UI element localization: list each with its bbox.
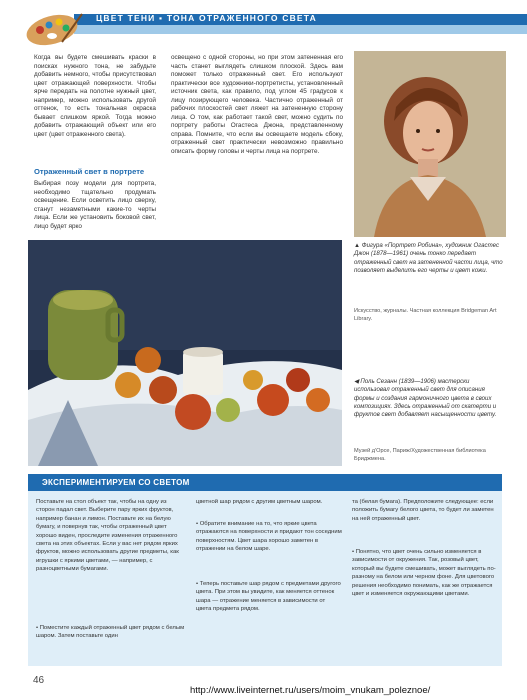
experiment-col3-bullet: • Понятно, что цвет очень сильно изменяется в зависимости от окружения. Так, розовый цвет, который вы будете смешивать, может выглядеть по-разному на белом или черном фоне. Для цветового решения необходимо понимать, как же отражается цвет и изменяется окружающими цветами. [352, 549, 496, 598]
experiment-col2: цветной шар рядом с другим цветным шаром. [196, 499, 323, 505]
experiment-col2-bullet-1: • Обратите внимание на то, что яркие цвета отражаются на поверхности и придают тон соседним поверхностям. Цвет шара хорошо заметен в отражении на белом шаре. [196, 521, 342, 553]
experiment-col1-bullet: • Поместите каждый отраженный цвет рядом с белым шаром. Затем поставьте один [36, 625, 185, 640]
portrait-source: Искусство, журналы. Частная коллекция Bridgeman Art Library. [354, 308, 497, 322]
subheading-reflected-light: Отраженный свет в портрете [34, 167, 145, 176]
footer-url[interactable]: http://www.liveinternet.ru/users/moim_vnukam_poleznoe/ [190, 685, 431, 696]
still-life-painting [28, 240, 342, 466]
col1-paragraph-1: Когда вы будете смешивать краски в поисках нужного тона, не забудьте добавить немного, чтобы присутствовал цвет отражающей поверхности. Чтобы ярче передать на полотне нужный цвет, например, можно использовать другой оттенок, то есть тональная окраска бывает слишком яркой. Тогда можно добавить отражающий объект или его цвет (цвет отраженного света). [34, 54, 156, 138]
still-life-caption: ◀ Поль Сезанн (1839—1906) мастерски использовал отраженный свет для описания формы и создания гармоничного цвета в своих композициях. Здесь отраженный от скатерти и фруктов свет добавляет насыщенности цвету. [354, 378, 497, 419]
portrait-painting [354, 51, 506, 237]
page-number: 46 [33, 675, 45, 686]
portrait-caption: ▲ Фигура «Портрет Робина», художник Огастес Джон (1878—1961) очень тонко передает отраженный свет на затененной части лица, что позволяет выделить его черты и цвет кожи. [354, 242, 503, 274]
palette-icon [22, 8, 86, 48]
still-life-source: Музей д'Орсе, Париж/Художественная библиотека Бриджмена. [354, 448, 486, 462]
col1-paragraph-2: Выбирая позу модели для портрета, необходимо тщательно продумать освещение. Если осветить лицо сверху, станут незаметными какие-то черты лица. Если же установить боковой свет, лицо будет ярко [34, 180, 156, 230]
experiment-col2-bullet-2: • Теперь поставьте шар рядом с предметами другого цвета. При этом вы увидите, как меняется оттенок шара — отражение меняется в зависимости от цвета предмета рядом. [196, 581, 341, 613]
col2-paragraph: освещено с одной стороны, но при этом затененная его часть станет выглядеть слишком плоской. Здесь вам поможет только отраженный свет. Его используют практически все художники-портретисты, установленный источник света, как правило, под углом 45 градусов к лицу позирующего человека. Частично отраженный от рабочих плоскостей свет ляжет на затененную сторону лица. О том, как работает такой свет, можно судить по портрету работы Огастеса Джона, представленному справа. Помните, что если вы освещаете модель сбоку, отраженный свет практически невозможно правильно описать форму головы и черты лица на портрете. [171, 54, 343, 155]
header-stripe-light [74, 25, 527, 34]
experiment-title: ЭКСПЕРИМЕНТИРУЕМ СО СВЕТОМ [42, 478, 190, 487]
experiment-col3: та (белая бумага). Предположите следующее: если положить бумагу белого цвета, то будет ли заметен на ней отраженный цвет. [352, 499, 494, 522]
section-title: ЦВЕТ ТЕНИ ▪ ТОНА ОТРАЖЕННОГО СВЕТА [96, 13, 317, 23]
experiment-col1: Поставьте на стол объект так, чтобы на одну из сторон падал свет. Выберите пару ярких фруктов, например банан и лимон. Поставьте их на белую бумагу, и повернув так, чтобы отраженный цвет хорошо виден, проследите изменения отраженного света на этих объектах. Если у вас нет рядом ярких фруктов, можно использовать другие предметы, как игрушки с яркими цветами, — например, с разноцветными бумагами. [36, 499, 179, 573]
